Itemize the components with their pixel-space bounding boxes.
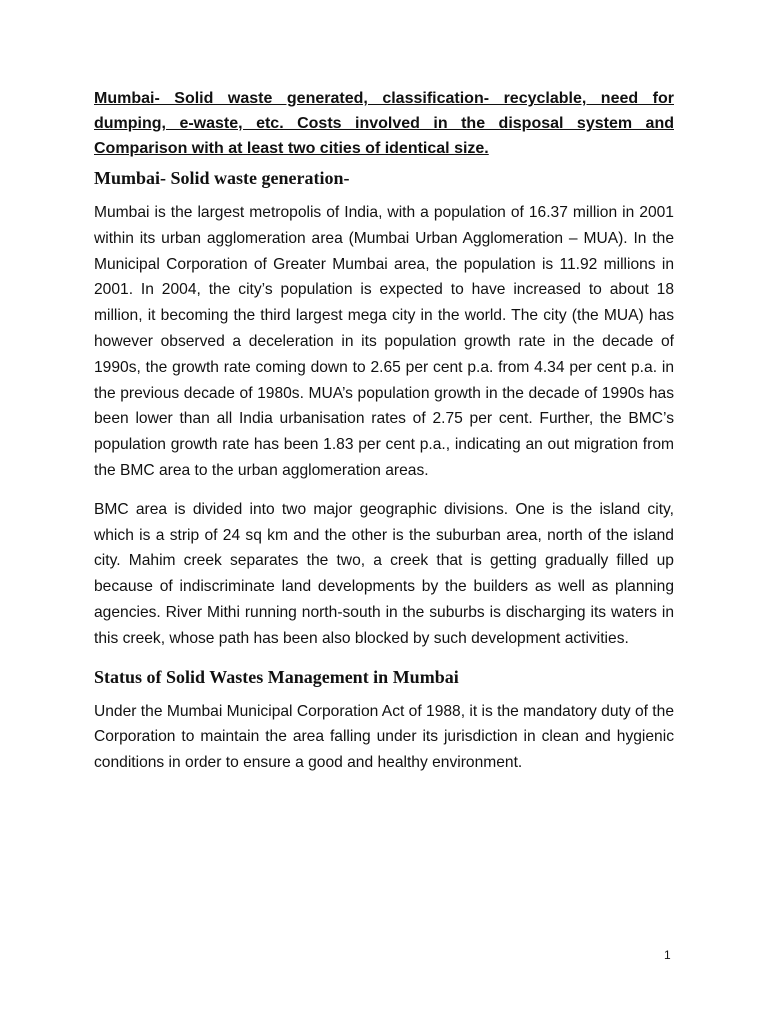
section-heading-solid-waste-generation: Mumbai- Solid waste generation-: [94, 168, 350, 188]
page-number: 1: [664, 948, 671, 962]
document-title: Mumbai- Solid waste generated, classification- recyclable, need for dumping, e-waste, etc. Costs involved in the disposal system and Comparison with at least two cities of identical size.: [94, 90, 674, 157]
section-heading-swm-status: Status of Solid Wastes Management in Mumbai: [94, 666, 459, 687]
document-page: [94, 86, 674, 789]
paragraph-bmc-area: BMC area is divided into two major geographic divisions. One is the island city, which is a strip of 24 sq km and the other is the suburban area, north of the island city. Mahim creek separates the two, a creek that is getting gradually filled up because of indiscriminate land developments by the builders as well as planning agencies. River Mithi running north-south in the suburbs is discharging its waters in this creek, whose path has been also blocked by such development activities.: [94, 500, 674, 647]
paragraph-population: Mumbai is the largest metropolis of India, with a population of 16.37 million in 2001 within its urban agglomeration area (Mumbai Urban Agglomeration – MUA). In the Municipal Corporation of Greater Mumbai area, the population is 11.92 millions in 2001. In 2004, the city’s population is expected to have increased to about 18 million, it becoming the third largest mega city in the world. The city (the MUA) has however observed a deceleration in its population growth rate in the decade of 1990s, the growth rate coming down to 2.65 per cent p.a. from 4.34 per cent p.a. in the previous decade of 1980s. MUA’s population growth in the decade of 1990s has been lower than all India urbanisation rates of 2.75 per cent. Further, the BMC’s population growth rate has been 1.83 per cent p.a., indicating an out migration from the BMC area to the urban agglomeration areas.: [94, 204, 674, 479]
paragraph-mmc-act: Under the Mumbai Municipal Corporation Act of 1988, it is the mandatory duty of the Corporation to maintain the area falling under its jurisdiction in clean and hygienic conditions in order to ensure a good and healthy environment.: [94, 702, 674, 772]
